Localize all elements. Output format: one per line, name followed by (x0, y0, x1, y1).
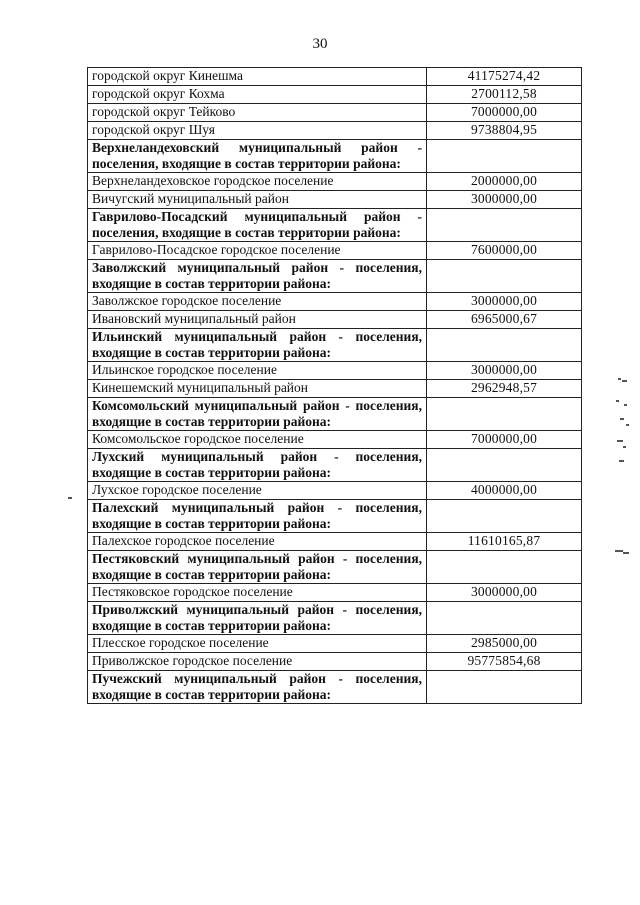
row-amount: 6965000,67 (427, 311, 582, 329)
row-amount: 2000000,00 (427, 173, 582, 191)
row-name: Палехский муниципальный район - поселения, входящие в состав территории района: (88, 500, 427, 533)
row-amount (427, 209, 582, 242)
row-name: Ивановский муниципальный район (88, 311, 427, 329)
row-name: Гаврилово-Посадское городское поселение (88, 242, 427, 260)
row-name: Пестяковский муниципальный район - поселения, входящие в состав территории района: (88, 551, 427, 584)
row-amount: 7000000,00 (427, 431, 582, 449)
row-name: Лухское городское поселение (88, 482, 427, 500)
district-header-row (88, 449, 582, 482)
row-amount (427, 329, 582, 362)
row-amount: 9738804,95 (427, 122, 582, 140)
row-amount: 3000000,00 (427, 362, 582, 380)
table-row (88, 482, 582, 500)
row-amount: 7600000,00 (427, 242, 582, 260)
row-name: городской округ Тейково (88, 104, 427, 122)
row-amount: 2962948,57 (427, 380, 582, 398)
row-name: Приволжский муниципальный район - поселения, входящие в состав территории района: (88, 602, 427, 635)
row-amount: 7000000,00 (427, 104, 582, 122)
row-amount: 3000000,00 (427, 191, 582, 209)
row-name: Ильинский муниципальный район - поселения, входящие в состав территории района: (88, 329, 427, 362)
row-name: Лухский муниципальный район - поселения, входящие в состав территории района: (88, 449, 427, 482)
table-row (88, 104, 582, 122)
row-name: Комсомольский муниципальный район - поселения, входящие в состав территории района: (88, 398, 427, 431)
district-header-row (88, 500, 582, 533)
row-name: Гаврилово-Посадский муниципальный район - поселения, входящие в состав территории района: (88, 209, 427, 242)
row-amount (427, 671, 582, 704)
row-amount (427, 551, 582, 584)
table-row (88, 122, 582, 140)
table-row (88, 311, 582, 329)
row-amount: 95775854,68 (427, 653, 582, 671)
budget-table (87, 67, 582, 704)
margin-scan-marks (612, 370, 634, 560)
table-row (88, 584, 582, 602)
table-row (88, 380, 582, 398)
table-row (88, 635, 582, 653)
row-name: городской округ Шуя (88, 122, 427, 140)
row-name: Комсомольское городское поселение (88, 431, 427, 449)
row-name: Палехское городское поселение (88, 533, 427, 551)
district-header-row (88, 551, 582, 584)
district-header-row (88, 671, 582, 704)
table-row (88, 533, 582, 551)
row-amount (427, 602, 582, 635)
table-row (88, 431, 582, 449)
table-row (88, 86, 582, 104)
table-row (88, 173, 582, 191)
row-name: Пучежский муниципальный район - поселения, входящие в состав территории района: (88, 671, 427, 704)
row-name: Приволжское городское поселение (88, 653, 427, 671)
row-amount: 41175274,42 (427, 68, 582, 86)
district-header-row (88, 140, 582, 173)
row-amount: 3000000,00 (427, 584, 582, 602)
district-header-row (88, 329, 582, 362)
row-amount (427, 260, 582, 293)
table-row (88, 362, 582, 380)
row-name: Плесское городское поселение (88, 635, 427, 653)
row-amount: 4000000,00 (427, 482, 582, 500)
district-header-row (88, 260, 582, 293)
margin-dot (68, 497, 72, 499)
row-name: Вичугский муниципальный район (88, 191, 427, 209)
row-name: Кинешемский муниципальный район (88, 380, 427, 398)
table-row (88, 68, 582, 86)
row-name: Верхнеландеховское городское поселение (88, 173, 427, 191)
table-body (88, 68, 582, 704)
row-name: Пестяковское городское поселение (88, 584, 427, 602)
row-name: Ильинское городское поселение (88, 362, 427, 380)
row-name: городской округ Кохма (88, 86, 427, 104)
page-number: 30 (312, 36, 328, 52)
row-name: Верхнеландеховский муниципальный район - поселения, входящие в состав территории района: (88, 140, 427, 173)
district-header-row (88, 398, 582, 431)
district-header-row (88, 602, 582, 635)
row-name: Заволжский муниципальный район - поселения, входящие в состав территории района: (88, 260, 427, 293)
row-amount (427, 449, 582, 482)
row-name: городской округ Кинешма (88, 68, 427, 86)
row-amount: 3000000,00 (427, 293, 582, 311)
row-amount (427, 140, 582, 173)
row-amount: 2985000,00 (427, 635, 582, 653)
table-row (88, 191, 582, 209)
row-name: Заволжское городское поселение (88, 293, 427, 311)
row-amount (427, 398, 582, 431)
table-row (88, 242, 582, 260)
row-amount (427, 500, 582, 533)
row-amount: 2700112,58 (427, 86, 582, 104)
district-header-row (88, 209, 582, 242)
row-amount: 11610165,87 (427, 533, 582, 551)
table-row (88, 293, 582, 311)
table-row (88, 653, 582, 671)
